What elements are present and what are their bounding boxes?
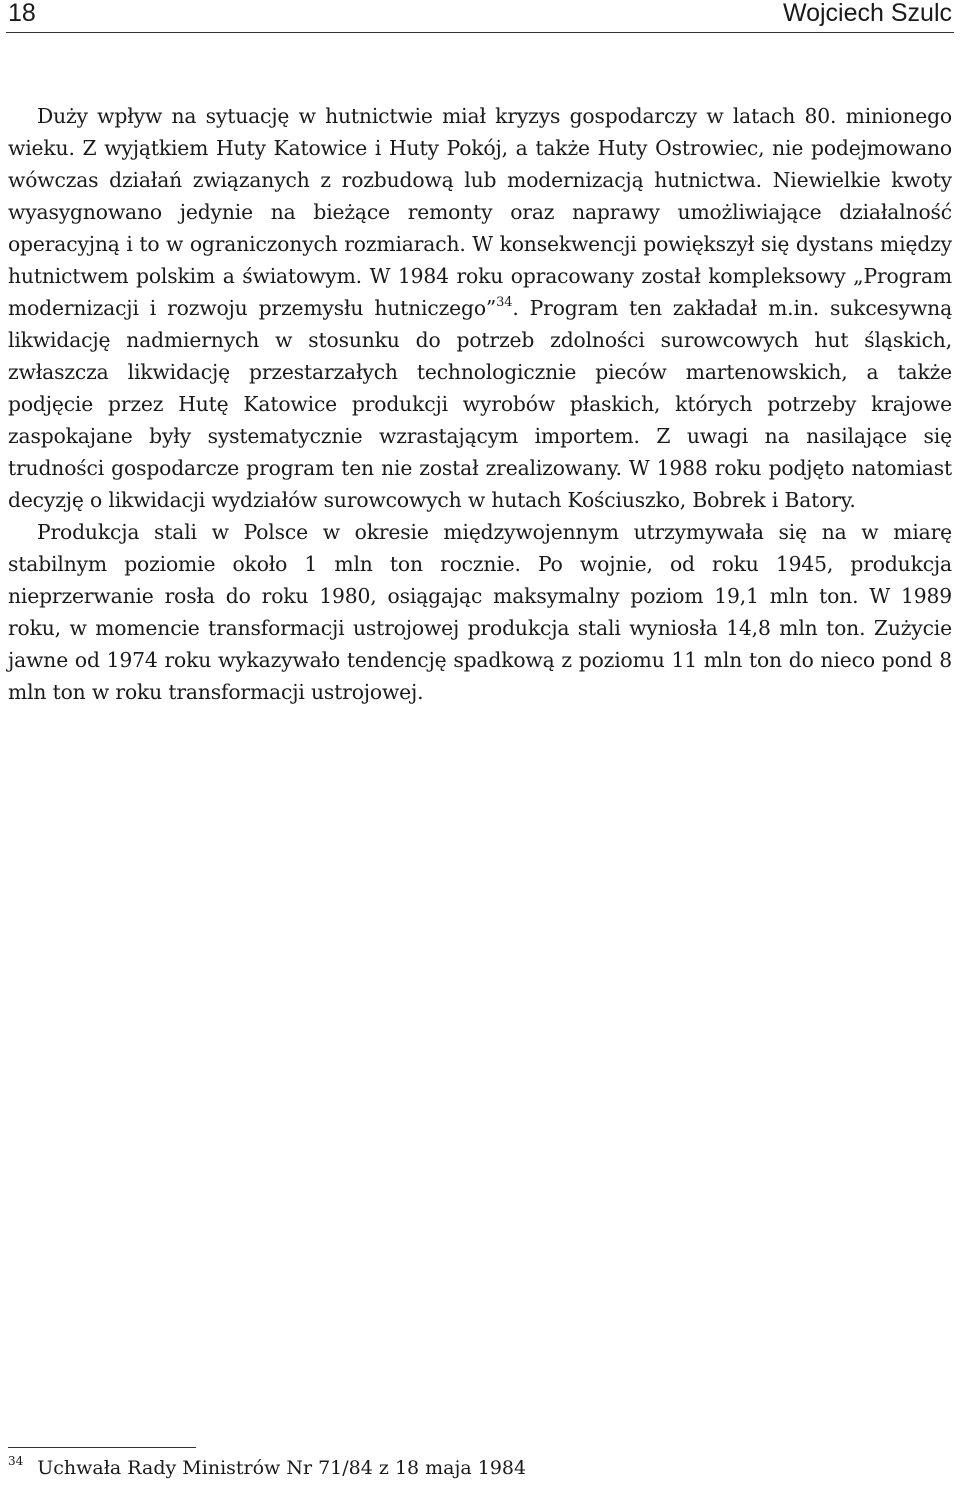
- paragraph-1-text-part-2: . Program ten zakładał m.in. sukcesywną likwidację nadmiernych w stosunku do potrzeb zdolności surowcowych hut śląskich, zwłaszcza likwidację przestarzałych technologicznie pieców martenowskich, a także podjęcie przez Hutę Katowice produkcji wyrobów płaskich, których potrzeby krajowe zaspokajane były systematycznie wzrastającym importem. Z uwagi na nasilające się trudności gospodarcze program ten nie został zrealizowany. W 1988 roku podjęto natomiast decyzję o likwidacji wydziałów surowcowych w hutach Kościuszko, Bobrek i Batory.: [8, 296, 953, 512]
- paragraph-2: Produkcja stali w Polsce w okresie międzywojennym utrzymywała się na w miarę stabilnym poziomie około 1 mln ton rocznie. Po wojnie, od roku 1945, produkcja nieprzerwanie rosła do roku 1980, osiągając maksymalny poziom 19,1 mln ton. W 1989 roku, w momencie transformacji ustrojowej produkcja stali wyniosła 14,8 mln ton. Zużycie jawne od 1974 roku wykazywało tendencję spadkową z poziomu 11 mln ton do nieco pond 8 mln ton w roku transformacji ustrojowej.: [8, 520, 952, 704]
- body-text: [8, 100, 952, 708]
- footnote-text: Uchwała Rady Ministrów Nr 71/84 z 18 maja 1984: [37, 1457, 527, 1479]
- footnote-separator: [8, 1447, 196, 1448]
- paragraph-1-text-part-1: Duży wpływ na sytuację w hutnictwie miał kryzys gospodarczy w latach 80. minionego wieku. Z wyjątkiem Huty Katowice i Huty Pokój, a także Huty Ostrowiec, nie podejmowano wówczas działań związanych z rozbudową lub modernizacją hutnictwa. Niewielkie kwoty wyasygnowano jedynie na bieżące remonty oraz naprawy umożliwiające działalność operacyjną i to w ograniczonych rozmiarach. W konsekwencji powiększył się dystans między hutnictwem polskim a światowym. W 1984 roku opracowany został kompleksowy „Program modernizacji i rozwoju przemysłu hutniczego”: [8, 104, 952, 320]
- page-header: [6, 0, 954, 33]
- paragraph-1: [8, 100, 952, 516]
- footnote: [8, 1456, 526, 1480]
- footnote-number: 34: [8, 1454, 24, 1468]
- footnote-reference-34[interactable]: 34: [496, 295, 513, 310]
- page-number: 18: [8, 0, 36, 27]
- running-head-author: Wojciech Szulc: [782, 0, 952, 27]
